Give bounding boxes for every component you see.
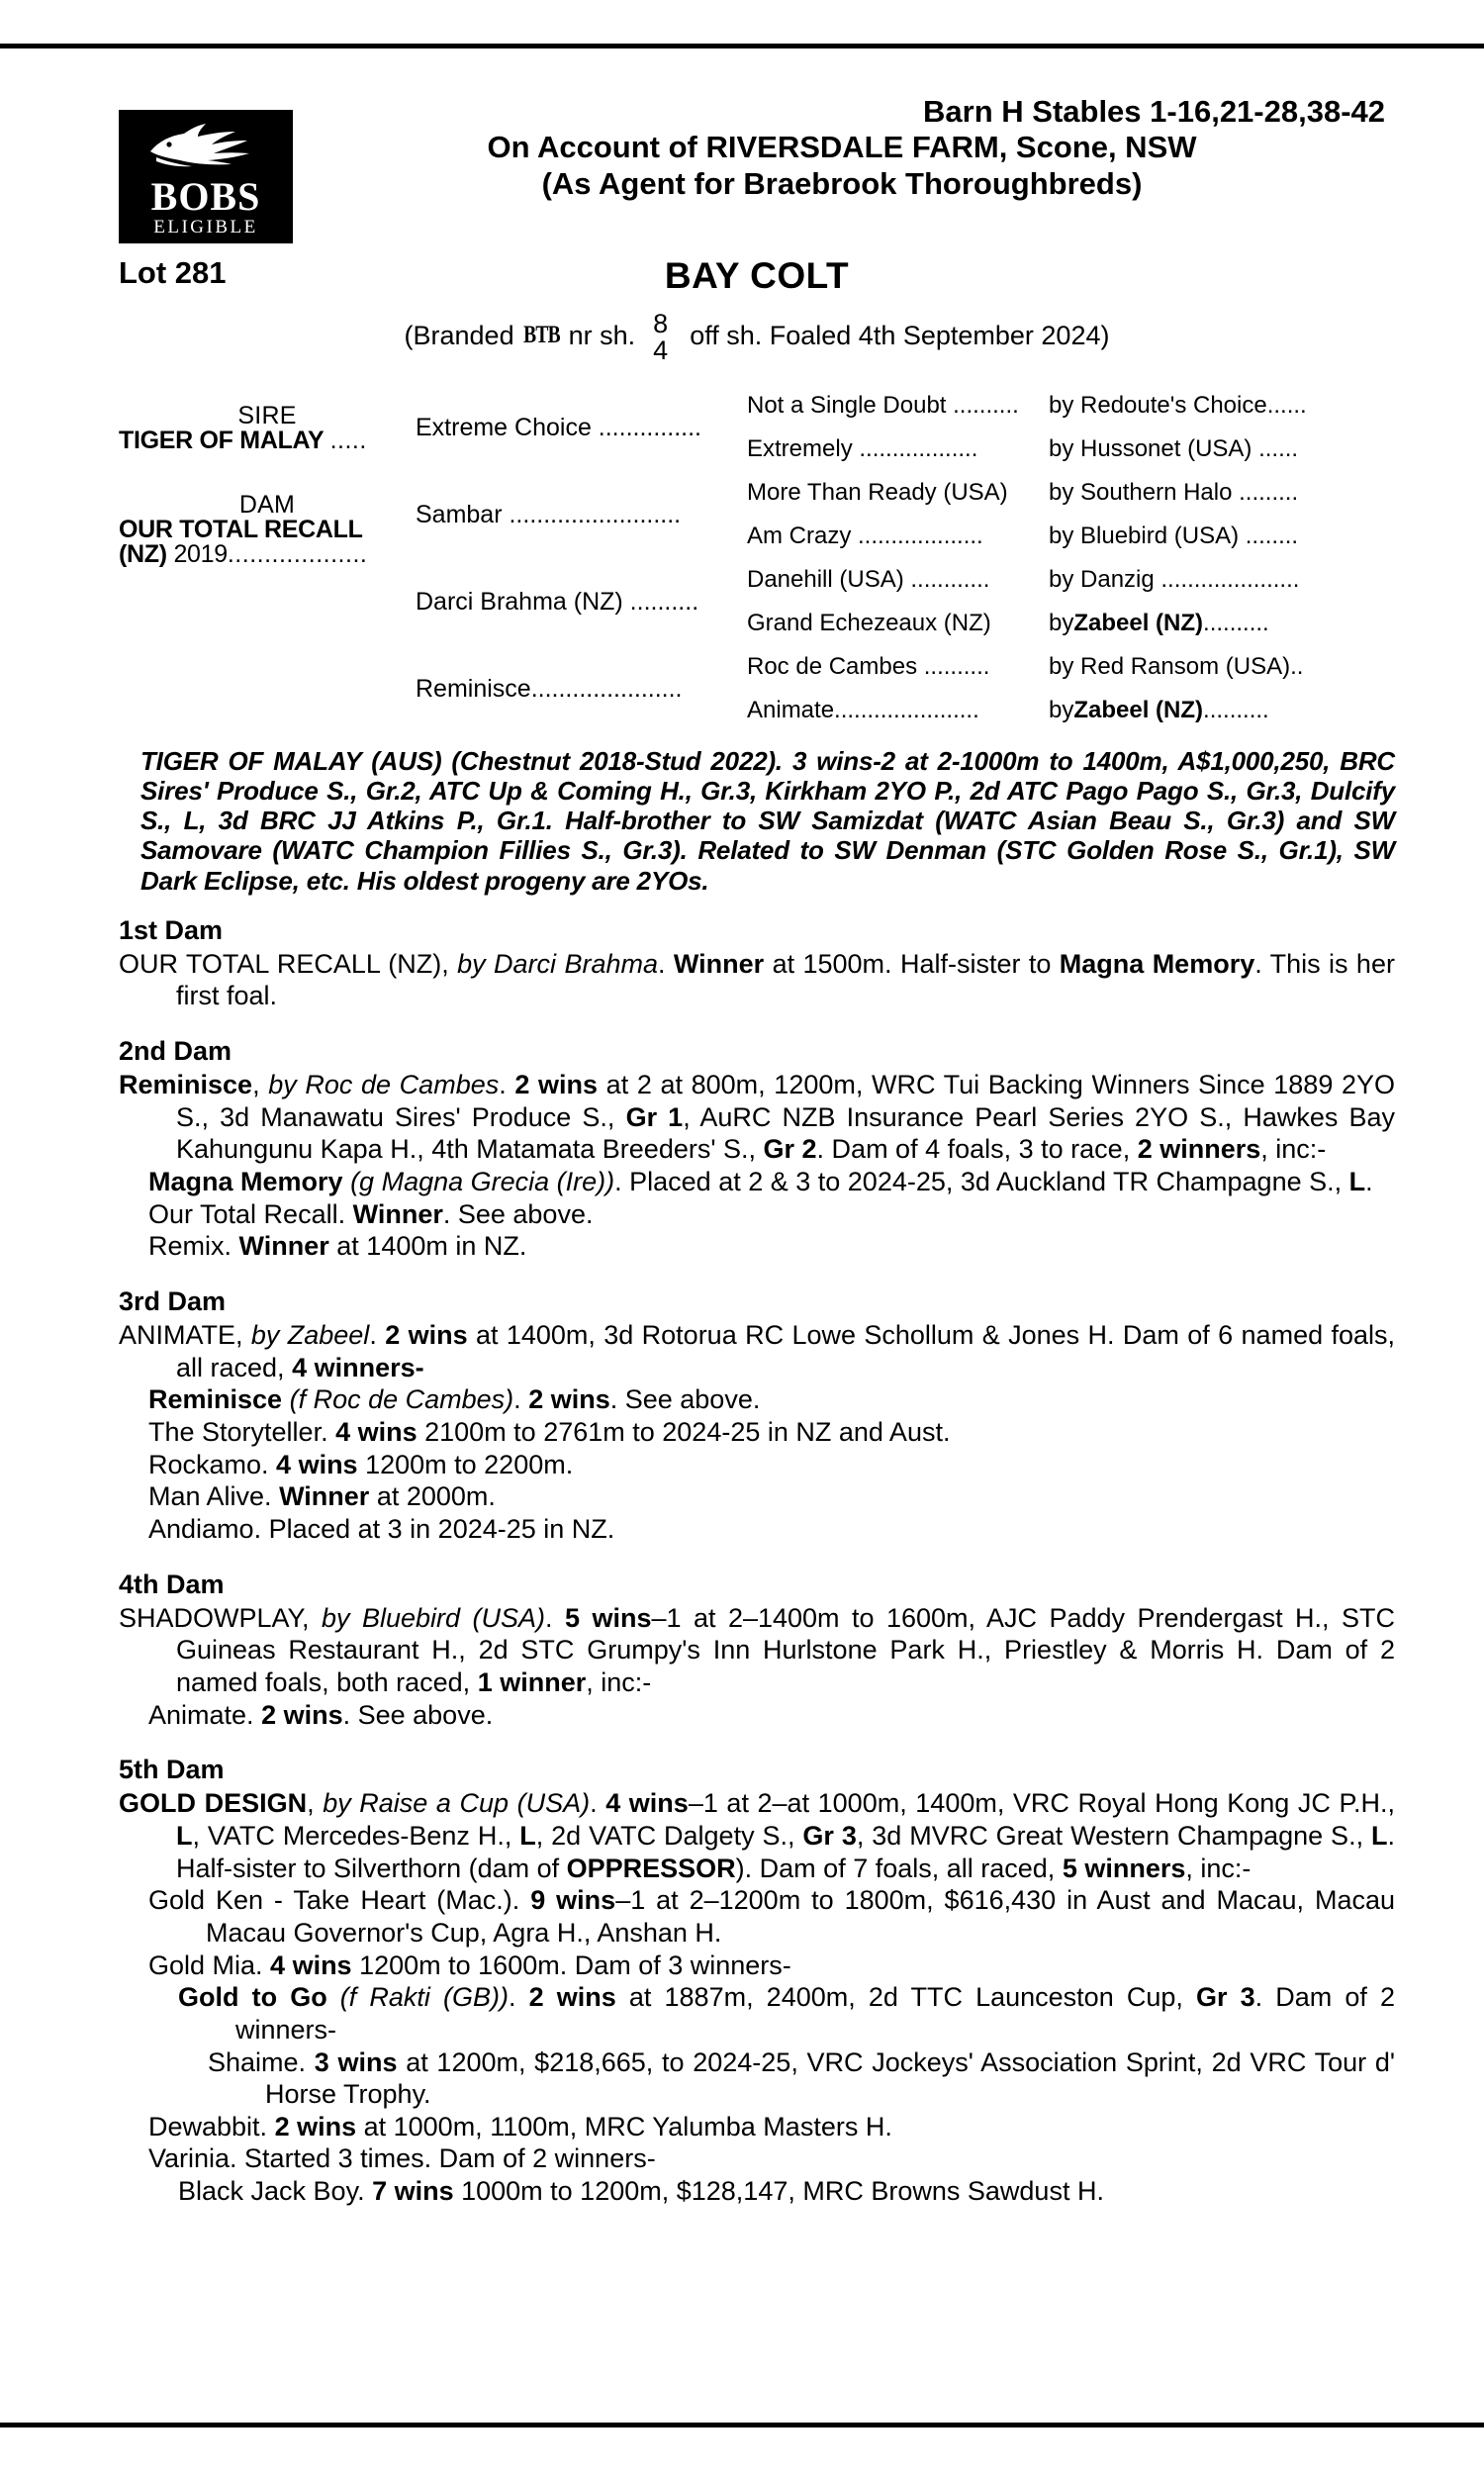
consignor-header [293, 94, 1395, 202]
gen2-row: Reminisce...................... [416, 674, 683, 703]
gen3-row: Danehill (USA) ............ [747, 566, 990, 593]
pedigree-entry: Dewabbit. 2 wins at 1000m, 1100m, MRC Yalumba Masters H. [148, 2111, 892, 2141]
pedigree-entry: Varinia. Started 3 times. Dam of 2 winners- [148, 2143, 656, 2174]
gen2-row: Darci Brahma (NZ) .......... [416, 587, 699, 616]
pedigree-entry: OUR TOTAL RECALL (NZ), by Darci Brahma. Winner at 1500m. Half-sister to Magna Memory. This is her first foal. [119, 948, 1395, 1011]
pedigree-entry: Andiamo. Placed at 3 in 2024-25 in NZ. [148, 1513, 615, 1544]
branded-line [119, 309, 1395, 365]
gen4-row: by Southern Halo ......... [1049, 479, 1299, 506]
bobs-tagline: ELIGIBLE [153, 217, 258, 238]
pedigree-entry: Gold to Go (f Rakti (GB)). 2 wins at 1887m, 2400m, 2d TTC Launceston Cup, Gr 3. Dam of 2 winners- [178, 1982, 1395, 2045]
sire-summary-paragraph: TIGER OF MALAY (AUS) (Chestnut 2018-Stud 2022). 3 wins-2 at 2-1000m to 1400m, A$1,000,250, BRC Sires' Produce S., Gr.2, ATC Up & Coming H., Gr.3, Kirkham 2YO P., 2d ATC Pago Pago S., Gr.3, Dulcify S., L, 3d BRC JJ Atkins P., Gr.1. Half-brother to SW Samizdat (WATC Asian Beau S., Gr.3) and SW Samovare (WATC Champion Fillies S., Gr.3). Related to SW Denman (STC Golden Rose S., Gr.1), SW Dark Eclipse, etc. His oldest progeny are 2YOs. [140, 746, 1395, 896]
pedigree-entry: Man Alive. Winner at 2000m. [148, 1481, 496, 1512]
gen4-row: by Zabeel (NZ) .......... [1049, 697, 1269, 723]
dam-sections [119, 915, 1395, 2208]
brand-number-stack [653, 311, 668, 364]
pedigree-entry: Shaime. 3 wins at 1200m, $218,665, to 2024-25, VRC Jockeys' Association Sprint, 2d VRC Tour d' Horse Trophy. [208, 2046, 1395, 2110]
dam-name: OUR TOTAL RECALL [119, 516, 363, 543]
pedigree-col-gen2 [416, 384, 747, 732]
dam-section-heading: 1st Dam [119, 914, 224, 945]
page-title: BAY COLT [664, 255, 850, 296]
pedigree-entry: Animate. 2 wins. See above. [148, 1699, 494, 1730]
pedigree-entry: Reminisce (f Roc de Cambes). 2 wins. See above. [148, 1384, 761, 1415]
brand-mark-icon: BTB [522, 322, 560, 348]
dam-label: DAM [238, 491, 296, 519]
branded-mid: nr sh. [568, 320, 636, 350]
agent-line: (As Agent for Braebrook Thoroughbreds) [541, 165, 1143, 201]
pedigree-entry: Magna Memory (g Magna Grecia (Ire)). Placed at 2 & 3 to 2024-25, 3d Auckland TR Champagne S., L. [148, 1167, 1373, 1197]
sire-name: TIGER OF MALAY ..... [119, 427, 367, 454]
pedigree-entry: Gold Mia. 4 wins 1200m to 1600m. Dam of 3 winners- [148, 1950, 791, 1980]
dam-section-heading: 5th Dam [119, 1755, 225, 1785]
sire-block [119, 404, 416, 453]
dam-name-year: (NZ) 2019................... [119, 540, 368, 568]
gen3-row: Extremely .................. [747, 435, 978, 462]
gen2-row: Extreme Choice ............... [416, 413, 701, 441]
pedigree-entry: GOLD DESIGN, by Raise a Cup (USA). 4 wins–1 at 2–at 1000m, 1400m, VRC Royal Hong Kong JC P.H., L, VATC Mercedes-Benz H., L, 2d VATC Dalgety S., Gr 3, 3d MVRC Great Western Champagne S., L. Half-sister to Silverthorn (dam of OPPRESSOR). Dam of 7 foals, all raced, 5 winners, inc:- [119, 1788, 1396, 1883]
pedigree-entry: SHADOWPLAY, by Bluebird (USA). 5 wins–1 at 2–1400m to 1600m, AJC Paddy Prendergast H., STC Guineas Restaurant H., 2d STC Grumpy's Inn Hurlstone Park H., Priestley & Morris H. Dam of 2 named foals, both raced, 1 winner, inc:- [119, 1602, 1395, 1697]
pedigree-entry: Remix. Winner at 1400m in NZ. [148, 1231, 527, 1262]
gen3-row: Am Crazy ................... [747, 523, 983, 549]
pedigree-entry: Black Jack Boy. 7 wins 1000m to 1200m, $128,147, MRC Browns Sawdust H. [178, 2176, 1104, 2207]
pedigree-col-gen4 [1049, 384, 1395, 732]
horse-head-icon [137, 118, 275, 177]
bottom-rule [0, 2423, 1484, 2427]
gen3-row: Roc de Cambes .......... [747, 653, 990, 680]
gen3-row: Not a Single Doubt .......... [747, 392, 1019, 419]
dam-section-heading: 2nd Dam [119, 1036, 232, 1067]
gen4-row: by Zabeel (NZ) .......... [1049, 610, 1269, 636]
top-rule [0, 44, 1484, 48]
pedigree-col-parents [119, 384, 416, 732]
gen3-row: More Than Ready (USA) [747, 479, 1008, 506]
dam-section-heading: 3rd Dam [119, 1286, 227, 1317]
sire-label: SIRE [237, 402, 297, 429]
header-row [119, 94, 1395, 243]
pedigree-entry: ANIMATE, by Zabeel. 2 wins at 1400m, 3d Rotorua RC Lowe Schollum & Jones H. Dam of 6 named foals, all raced, 4 winners- [119, 1320, 1395, 1382]
account-line: On Account of RIVERSDALE FARM, Scone, NSW [487, 130, 1197, 165]
gen4-row: by Redoute's Choice...... [1049, 392, 1307, 419]
gen3-row: Animate...................... [747, 697, 979, 723]
pedigree-col-gen3 [747, 384, 1049, 732]
gen4-row: by Bluebird (USA) ........ [1049, 523, 1299, 549]
branded-suffix: off sh. Foaled 4th September 2024) [690, 320, 1110, 350]
pedigree-entry: Gold Ken - Take Heart (Mac.). 9 wins–1 at 2–1200m to 1800m, $616,430 in Aust and Macau, Macau Macau Governor's Cup, Agra H., Anshan H. [148, 1885, 1396, 1948]
gen4-row: by Danzig ..................... [1049, 566, 1300, 593]
brand-number-bottom: 4 [653, 335, 669, 365]
pedigree-entry: Reminisce, by Roc de Cambes. 2 wins at 2 at 800m, 1200m, WRC Tui Backing Winners Since 1889 2YO S., 3d Manawatu Sires' Produce S., Gr 1, AuRC NZB Insurance Pearl Series 2YO S., Hawkes Bay Kahungunu Kapa H., 4th Matamata Breeders' S., Gr 2. Dam of 4 foals, 3 to race, 2 winners, inc:- [119, 1070, 1396, 1165]
gen3-row: Grand Echezeaux (NZ) [747, 610, 991, 636]
dam-section-heading: 4th Dam [119, 1569, 225, 1599]
pedigree-entry: Our Total Recall. Winner. See above. [148, 1198, 594, 1229]
bobs-wordmark: BOBS [150, 174, 261, 219]
pedigree-entry: Rockamo. 4 wins 1200m to 2200m. [148, 1449, 574, 1479]
lot-title-row [119, 255, 1395, 303]
branded-prefix: (Branded [404, 320, 514, 350]
lot-number: Lot 281 [119, 255, 227, 290]
dam-block [119, 493, 416, 567]
pedigree-table [119, 384, 1395, 732]
gen2-row: Sambar ......................... [416, 500, 682, 528]
page-content [119, 94, 1395, 2208]
brand-number-top: 8 [653, 309, 669, 338]
gen4-row: by Red Ransom (USA).. [1049, 653, 1304, 680]
barn-stables-line: Barn H Stables 1-16,21-28,38-42 [923, 94, 1385, 129]
bobs-eligible-logo [119, 110, 293, 243]
pedigree-entry: The Storyteller. 4 wins 2100m to 2761m to 2024-25 in NZ and Aust. [148, 1417, 951, 1447]
gen4-row: by Hussonet (USA) ...... [1049, 435, 1299, 462]
